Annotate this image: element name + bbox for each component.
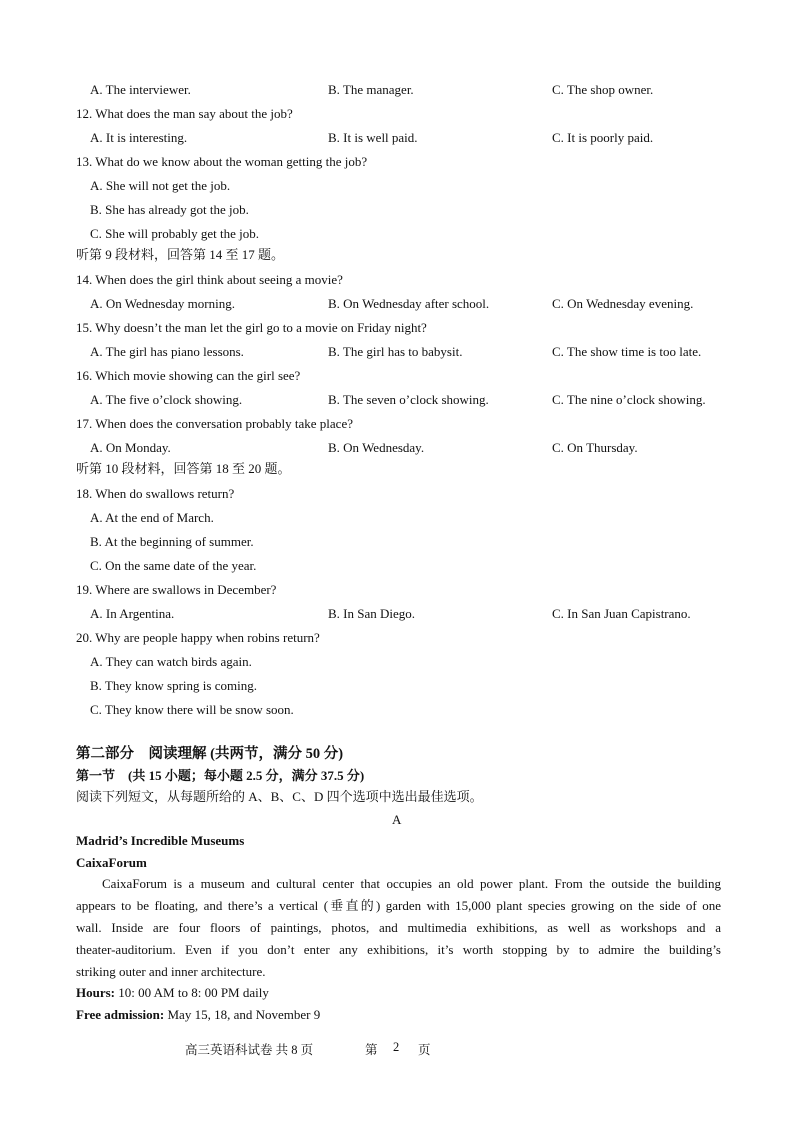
q16-option-b: B. The seven o’clock showing. <box>328 392 489 407</box>
q19-option-b: B. In San Diego. <box>328 606 416 621</box>
admission-value: May 15, 18, and November 9 <box>164 1007 321 1022</box>
q16-option-a: A. The five o’clock showing. <box>90 392 243 407</box>
reading-instruction: 阅读下列短文，从每题所给的 A、B、C、D 四个选项中选出最佳选项。 <box>76 789 483 804</box>
q12-stem: 12. What does the man say about the job? <box>76 106 293 121</box>
q19-option-a: A. In Argentina. <box>90 606 175 621</box>
q13-option-c: C. She will probably get the job. <box>90 226 259 241</box>
q15-stem: 15. Why doesn’t the man let the girl go to a movie on Friday night? <box>76 320 427 335</box>
passage-title: Madrid’s Incredible Museums <box>76 833 245 848</box>
admission-line <box>76 1007 320 1023</box>
q16-stem: 16. Which movie showing can the girl see? <box>76 368 301 383</box>
q14-option-b: B. On Wednesday after school. <box>328 296 490 311</box>
q13-stem: 13. What do we know about the woman getting the job? <box>76 154 368 169</box>
q20-option-b: B. They know spring is coming. <box>90 678 257 693</box>
q12-option-a: A. It is interesting. <box>90 130 188 145</box>
q15-option-b: B. The girl has to babysit. <box>328 344 463 359</box>
q19-option-c: C. In San Juan Capistrano. <box>552 606 691 621</box>
q14-option-c: C. On Wednesday evening. <box>552 296 694 311</box>
segment-9-instruction: 听第 9 段材料，回答第 14 至 17 题。 <box>76 247 285 262</box>
q15-option-c: C. The show time is too late. <box>552 344 702 359</box>
footer-page-number: 2 <box>393 1040 400 1054</box>
passage-letter: A <box>392 812 402 827</box>
q20-stem: 20. Why are people happy when robins return? <box>76 630 320 645</box>
q20-option-a: A. They can watch birds again. <box>90 654 252 669</box>
q14-option-a: A. On Wednesday morning. <box>90 296 235 311</box>
hours-value: 10: 00 AM to 8: 00 PM daily <box>115 985 269 1000</box>
q18-option-c: C. On the same date of the year. <box>90 558 257 573</box>
q12-option-b: B. It is well paid. <box>328 130 418 145</box>
q18-option-a: A. At the end of March. <box>90 510 214 525</box>
q17-option-b: B. On Wednesday. <box>328 440 425 455</box>
paragraph-line: appears to be floating, and there’s a vertical (垂直的) garden with 15,000 plant species growing on the side of one <box>76 898 721 913</box>
q16-option-c: C. The nine o’clock showing. <box>552 392 706 407</box>
q11-option-b: B. The manager. <box>328 82 414 97</box>
footer-page-suffix: 页 <box>418 1043 431 1057</box>
footer-exam-info: 高三英语科试卷 共 8 页 <box>185 1043 314 1057</box>
admission-label: Free admission: <box>76 1007 165 1022</box>
q12-option-c: C. It is poorly paid. <box>552 130 654 145</box>
paragraph-line: theater-auditorium. Even if you don’t enter any exhibitions, it’s worth stopping by to admire the building’s <box>76 942 721 957</box>
q11-option-c: C. The shop owner. <box>552 82 654 97</box>
paragraph-line: CaixaForum is a museum and cultural center that occupies an old power plant. From the outside the building <box>102 876 721 891</box>
section1-title: 第一节 (共 15 小题；每小题 2.5 分，满分 37.5 分) <box>76 768 365 783</box>
segment-10-instruction: 听第 10 段材料，回答第 18 至 20 题。 <box>76 461 291 476</box>
q13-option-b: B. She has already got the job. <box>90 202 249 217</box>
q14-stem: 14. When does the girl think about seeing a movie? <box>76 272 343 287</box>
hours-label: Hours: <box>76 985 115 1000</box>
paragraph-line: wall. Inside are four floors of paintings, photos, and multimedia exhibitions, as well as workshops and a <box>76 920 721 935</box>
paragraph-line: striking outer and inner architecture. <box>76 964 266 979</box>
q11-option-a: A. The interviewer. <box>90 82 191 97</box>
footer-page-prefix: 第 <box>365 1043 378 1057</box>
q17-option-a: A. On Monday. <box>90 440 171 455</box>
hours-line <box>76 985 269 1001</box>
passage-subtitle: CaixaForum <box>76 855 147 870</box>
q17-stem: 17. When does the conversation probably take place? <box>76 416 353 431</box>
q19-stem: 19. Where are swallows in December? <box>76 582 277 597</box>
part2-title: 第二部分 阅读理解 (共两节，满分 50 分) <box>76 746 344 762</box>
q18-stem: 18. When do swallows return? <box>76 486 235 501</box>
q15-option-a: A. The girl has piano lessons. <box>90 344 244 359</box>
q13-option-a: A. She will not get the job. <box>90 178 231 193</box>
passage-paragraph <box>76 873 721 983</box>
q17-option-c: C. On Thursday. <box>552 440 638 455</box>
q20-option-c: C. They know there will be snow soon. <box>90 702 294 717</box>
q18-option-b: B. At the beginning of summer. <box>90 534 254 549</box>
